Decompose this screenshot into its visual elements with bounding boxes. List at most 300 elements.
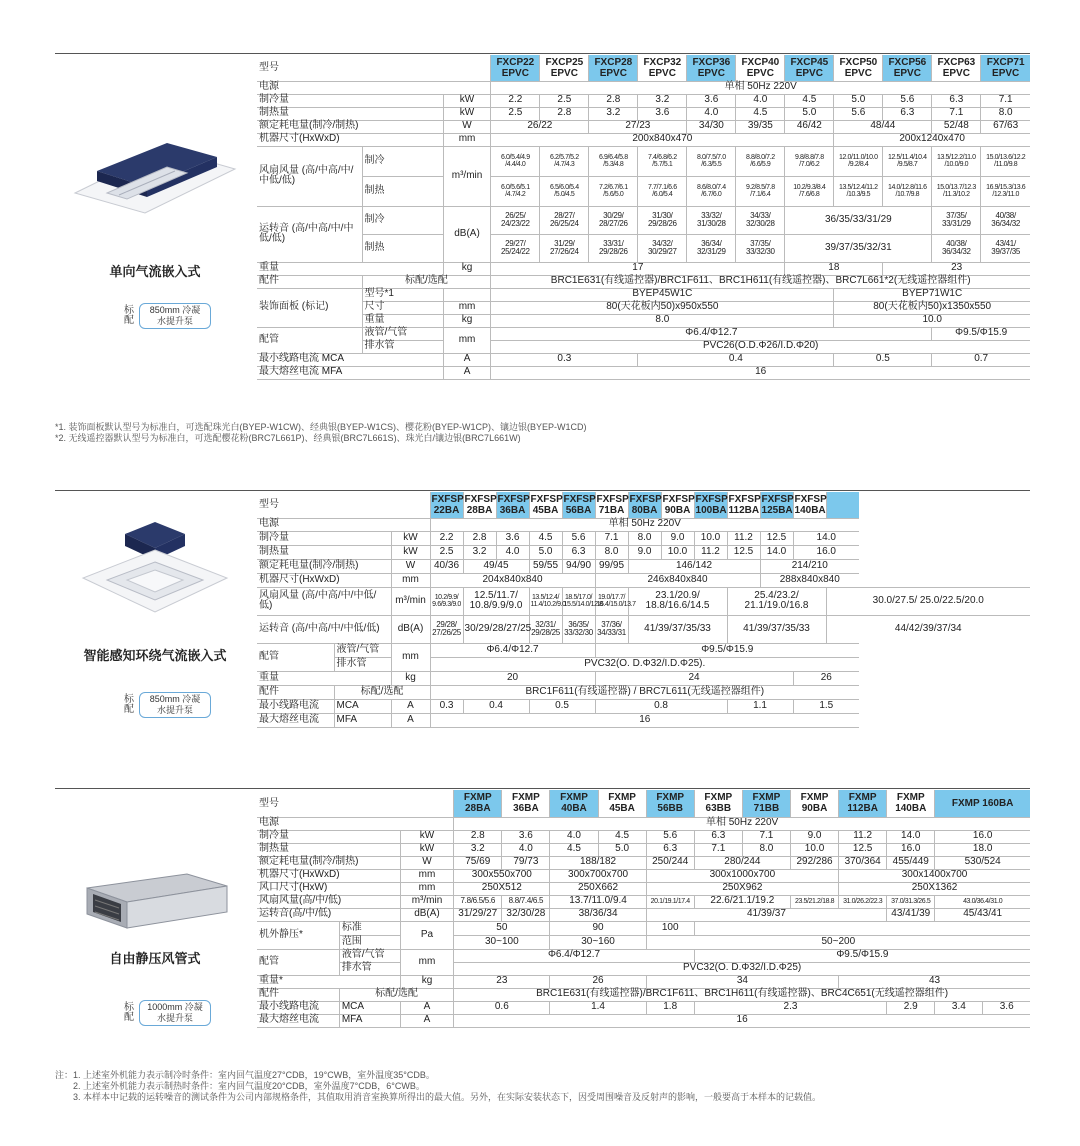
- value-cell: 10.0: [661, 545, 694, 559]
- value-cell: 43.0/36.4/31.0: [935, 895, 1030, 908]
- badge-text: 850mm 冷凝水提升泵: [139, 692, 211, 718]
- row-label: 重量: [257, 671, 391, 685]
- value-cell: 300x1000x700: [646, 869, 838, 882]
- value-cell: 34: [646, 975, 838, 988]
- value-cell: 31/29/ 27/26/24: [540, 234, 589, 262]
- value-cell: 7.2/6.7/6.1 /5.6/5.0: [589, 176, 638, 206]
- row-sublabel: 标配/选配: [339, 988, 453, 1001]
- noise-row: [257, 908, 1030, 921]
- value-cell: 6.5/6.0/5.4 /5.0/4.5: [540, 176, 589, 206]
- unit-cell: m³/min: [391, 587, 430, 615]
- value-cell: Φ9.5/Φ15.9: [595, 643, 859, 657]
- value-cell: 59/55: [529, 559, 562, 573]
- value-cell: 10.0: [790, 843, 838, 856]
- value-cell: 2.2: [491, 94, 540, 107]
- value-cell: 5.0: [785, 107, 834, 120]
- mca-row: [257, 699, 1030, 713]
- value-cell: 10.2/9.3/8.4 /7.6/6.8: [785, 176, 834, 206]
- weight-row: [257, 671, 1030, 685]
- unit-cell: kg: [443, 314, 491, 327]
- row-label: 额定耗电量(制冷/制热): [257, 120, 443, 133]
- value-cell: 10.2/9.9/ 9.6/9.3/9.0: [430, 587, 463, 615]
- row-label: 配管: [257, 643, 334, 671]
- airflow-cool-row: [257, 146, 1030, 176]
- value-cell: 4.0: [736, 94, 785, 107]
- value-cell: 16.0: [935, 830, 1030, 843]
- value-cell: 43/41/39: [887, 908, 935, 921]
- value-cell: 0.5: [529, 699, 595, 713]
- value-cell: 12.0/11.0/10.0 /9.2/8.4: [834, 146, 883, 176]
- value-cell: 52/48: [932, 120, 981, 133]
- value-cell: 11.2: [727, 531, 760, 545]
- value-cell: 2.5: [540, 94, 589, 107]
- product-name: 智能感知环绕气流嵌入式: [83, 648, 227, 663]
- value-cell: 33/32/ 31/30/28: [687, 206, 736, 234]
- value-cell: 37/35/ 33/32/30: [736, 234, 785, 262]
- value-cell: 45/43/41: [935, 908, 1030, 921]
- unit-cell: mm: [400, 869, 453, 882]
- value-cell: 300x700x700: [550, 869, 646, 882]
- consumption-row: [257, 559, 1030, 573]
- round-flow-cassette-image: [67, 520, 242, 615]
- value-cell: 26/25/ 24/23/22: [491, 206, 540, 234]
- value-cell: 12.5: [760, 531, 793, 545]
- unit-cell: mm: [443, 327, 491, 353]
- value-cell: Φ6.4/Φ12.7: [454, 949, 695, 962]
- ducted-unit-image: [67, 866, 242, 936]
- product-name: 单向气流嵌入式: [109, 264, 201, 279]
- value-cell: 16.0: [887, 843, 935, 856]
- value-cell: 6.3: [646, 843, 694, 856]
- value-cell: 7.4/6.8/6.2 /5.7/5.1: [638, 146, 687, 176]
- row-label: 电源: [257, 817, 454, 830]
- model-cell: FXCP56 EPVC: [883, 55, 932, 81]
- value-cell: PVC32(O. D.Φ32/I.D.Φ25): [454, 962, 1030, 975]
- value-cell: 280/244: [694, 856, 790, 869]
- standard-badge: [123, 692, 211, 718]
- value-cell: 2.5: [491, 107, 540, 120]
- value-cell: 250X512: [454, 882, 550, 895]
- model-cell: FXMP 160BA: [935, 790, 1030, 817]
- section-fxmp: [55, 788, 1030, 1063]
- airflow-row: [257, 895, 1030, 908]
- unit-cell: kg: [443, 262, 491, 275]
- value-cell: 370/364: [839, 856, 887, 869]
- value-cell: 4.0: [687, 107, 736, 120]
- value-cell: Φ6.4/Φ12.7: [491, 327, 932, 340]
- row-label: 最小线路电流: [257, 699, 334, 713]
- value-cell: 18.0: [935, 843, 1030, 856]
- value-cell: BYEP71W1C: [834, 288, 1030, 301]
- model-row: [257, 790, 1030, 817]
- weight-row: [257, 975, 1030, 988]
- mfa-row: [257, 1014, 1030, 1027]
- row-label: 运转音(高/中/低): [257, 908, 400, 921]
- row-sublabel: 制冷: [362, 206, 443, 234]
- value-cell: 1.4: [550, 1001, 646, 1014]
- row-label: 配管: [257, 949, 339, 975]
- value-cell: 7.1: [694, 843, 742, 856]
- value-cell: Φ6.4/Φ12.7: [430, 643, 595, 657]
- row-sublabel: MFA: [339, 1014, 400, 1027]
- value-cell: 30~160: [550, 935, 646, 949]
- unit-cell: A: [391, 699, 430, 713]
- row-sublabel: 范围: [339, 935, 400, 949]
- value-cell: 6.0/5.4/4.9 /4.4/4.0: [491, 146, 540, 176]
- value-cell: 44/42/39/37/34: [826, 615, 1030, 643]
- badge-label: 标配: [124, 694, 134, 715]
- model-cell: FXMP 40BA: [550, 790, 598, 817]
- value-cell: 3.6: [502, 830, 550, 843]
- row-label: 重量*: [257, 975, 400, 988]
- piping-drain-row: [257, 657, 1030, 671]
- model-cell: FXFSP 36BA: [496, 492, 529, 518]
- value-cell: 3.6: [687, 94, 736, 107]
- value-cell: 36/35/33/31/29: [785, 206, 932, 234]
- value-cell: 75/69: [454, 856, 502, 869]
- value-cell: 34/30: [687, 120, 736, 133]
- row-sublabel: 制热: [362, 176, 443, 206]
- value-cell: 17: [491, 262, 785, 275]
- unit-cell: kg: [400, 975, 453, 988]
- model-cell: [826, 492, 859, 518]
- value-cell: 14.0: [887, 830, 935, 843]
- value-cell: 2.9: [887, 1001, 935, 1014]
- value-cell: 0.5: [834, 353, 932, 366]
- size-row: [257, 573, 1030, 587]
- model-cell: FXFSP 80BA: [628, 492, 661, 518]
- value-cell: 12.5/11.7/ 10.8/9.9/9.0: [463, 587, 529, 615]
- value-cell: 23: [883, 262, 1030, 275]
- value-cell: 8.6/8.0/7.4 /6.7/6.0: [687, 176, 736, 206]
- row-sublabel: MCA: [339, 1001, 400, 1014]
- value-cell: 11.2: [839, 830, 887, 843]
- row-label: 额定耗电量(制冷/制热): [257, 856, 400, 869]
- value-cell: Φ9.5/Φ15.9: [932, 327, 1030, 340]
- row-label: 重量: [257, 262, 443, 275]
- value-cell: 1.5: [793, 699, 859, 713]
- value-cell: 23: [454, 975, 550, 988]
- row-label: 最小线路电流 MCA: [257, 353, 443, 366]
- row-label: 电源: [257, 81, 491, 94]
- value-cell: 40/38/ 36/34/32: [932, 234, 981, 262]
- value-cell: 79/73: [502, 856, 550, 869]
- value-cell: 25.4/23.2/ 21.1/19.0/16.8: [727, 587, 826, 615]
- value-cell: 11.2: [694, 545, 727, 559]
- heating-row: [257, 545, 1030, 559]
- piping-liquid-row: [257, 949, 1030, 962]
- power-value: 单相 50Hz 220V: [430, 518, 859, 531]
- mca-row: [257, 353, 1030, 366]
- unit-cell: kW: [443, 107, 491, 120]
- size-row: [257, 869, 1030, 882]
- row-label: 风扇风量 (高/中高/中/中低/低): [257, 146, 362, 206]
- unit-cell: mm: [391, 643, 430, 671]
- value-cell: 7.1: [595, 531, 628, 545]
- unit-cell: kW: [391, 545, 430, 559]
- value-cell: 300x1400x700: [839, 869, 1030, 882]
- value-cell: 15.0/13.6/12.2 /11.0/9.8: [981, 146, 1030, 176]
- row-label: 制冷量: [257, 830, 400, 843]
- value-cell: 5.0: [834, 94, 883, 107]
- unit-cell: Pa: [400, 921, 453, 949]
- value-cell: BYEP45W1C: [491, 288, 834, 301]
- value-cell: 36/35/ 33/32/30: [562, 615, 595, 643]
- value-cell: 30~100: [454, 935, 550, 949]
- row-label: 最小线路电流: [257, 1001, 339, 1014]
- unit-cell: kW: [391, 531, 430, 545]
- value-cell: 90: [550, 921, 646, 935]
- value-cell: 214/210: [760, 559, 859, 573]
- value-cell: 100: [646, 921, 694, 935]
- value-cell: 13.5/12.4/11.2 /10.3/9.5: [834, 176, 883, 206]
- value-cell: 4.0: [496, 545, 529, 559]
- badge-label: 标配: [124, 305, 134, 326]
- value-cell: 3.6: [638, 107, 687, 120]
- footnote-line: 2. 上述室外机能力表示制热时条件：室内回气温度20°CDB，室外温度7°CDB，6°CWB。: [73, 1081, 425, 1091]
- row-sublabel: 制热: [362, 234, 443, 262]
- esp-range-row: [257, 935, 1030, 949]
- value-cell: 43: [839, 975, 1030, 988]
- value-cell: 9.0: [790, 830, 838, 843]
- model-cell: FXMP 36BA: [502, 790, 550, 817]
- value-cell: 50~200: [646, 935, 1030, 949]
- unit-cell: m³/min: [400, 895, 453, 908]
- row-label: 运转音 (高/中高/中/中低/低): [257, 206, 362, 262]
- model-cell: FXCP45 EPVC: [785, 55, 834, 81]
- spec-table-fxfsp: [257, 492, 1030, 728]
- value-cell: 6.9/6.4/5.8 /5.3/4.8: [589, 146, 638, 176]
- unit-cell: A: [400, 1001, 453, 1014]
- value-cell: 4.5: [529, 531, 562, 545]
- value-cell: 5.6: [834, 107, 883, 120]
- value-cell: 6.3: [694, 830, 742, 843]
- row-label: 机器尺寸(HxWxD): [257, 573, 391, 587]
- value-cell: 8.0/7.5/7.0 /6.3/5.5: [687, 146, 736, 176]
- spec-table-fxmp: [257, 790, 1030, 1028]
- value-cell: 23.1/20.9/ 18.8/16.6/14.5: [628, 587, 727, 615]
- product-panel: [55, 53, 255, 413]
- mca-row: [257, 1001, 1030, 1014]
- cooling-row: [257, 94, 1030, 107]
- model-cell: FXFSP 45BA: [529, 492, 562, 518]
- cassette-unit-image: [67, 141, 242, 221]
- value-cell: PVC32(O. D.Φ32/I.D.Φ25).: [430, 657, 859, 671]
- value-cell: BRC1E631(有线遥控器)/BRC1F611、BRC1H611(有线遥控器)、BRC7L661*2(无线遥控器组件): [491, 275, 1030, 288]
- value-cell: 7.1: [742, 830, 790, 843]
- value-cell: 31.0/26.2/22.3: [839, 895, 887, 908]
- unit-cell: W: [443, 120, 491, 133]
- value-cell: 14.0/12.8/11.6 /10.7/9.8: [883, 176, 932, 206]
- row-label: 运转音 (高/中高/中/中低/低): [257, 615, 391, 643]
- product-name: 自由静压风管式: [109, 951, 201, 966]
- value-cell: 6.3: [562, 545, 595, 559]
- unit-cell: W: [400, 856, 453, 869]
- standard-badge: [123, 1000, 211, 1026]
- esp-std-row: [257, 921, 1030, 935]
- value-cell: 0.3: [491, 353, 638, 366]
- unit-cell: dB(A): [443, 206, 491, 262]
- value-cell: 18: [785, 262, 883, 275]
- row-sublabel: 标配/选配: [362, 275, 491, 288]
- badge-label: 标配: [124, 1002, 134, 1023]
- value-cell: 8.0: [981, 107, 1030, 120]
- power-value: 单相 50Hz 220V: [454, 817, 1030, 830]
- row-label: 制热量: [257, 545, 391, 559]
- unit-cell: A: [400, 1014, 453, 1027]
- row-sublabel: MFA: [334, 713, 391, 727]
- value-cell: 20.1/19.1/17.4: [646, 895, 694, 908]
- value-cell: 9.2/8.5/7.8 /7.1/6.4: [736, 176, 785, 206]
- piping-drain-row: [257, 340, 1030, 353]
- consumption-row: [257, 120, 1030, 133]
- row-sublabel: 排水管: [339, 962, 400, 975]
- value-cell: 2.8: [454, 830, 502, 843]
- model-cell: FXMP 56BB: [646, 790, 694, 817]
- value-cell: 2.5: [430, 545, 463, 559]
- unit-cell: mm: [443, 301, 491, 314]
- value-cell: 250X662: [550, 882, 646, 895]
- value-cell: 250X1362: [839, 882, 1030, 895]
- row-label: 机器尺寸(HxWxD): [257, 133, 443, 146]
- model-cell: FXMP 140BA: [887, 790, 935, 817]
- value-cell: 8.0: [491, 314, 834, 327]
- row-label: 型号: [259, 62, 279, 74]
- value-cell: 16: [454, 1014, 1030, 1027]
- row-sublabel: 液管/气管: [362, 327, 443, 340]
- value-cell: 188/182: [550, 856, 646, 869]
- value-cell: 288x840x840: [760, 573, 859, 587]
- unit-cell: A: [443, 353, 491, 366]
- value-cell: 10.0: [834, 314, 1030, 327]
- value-cell: 8.0: [628, 531, 661, 545]
- row-label: 最大熔丝电流 MFA: [257, 366, 443, 379]
- badge-text: 1000mm 冷凝水提升泵: [139, 1000, 211, 1026]
- value-cell: BRC1F611(有线遥控器) / BRC7L611(无线遥控器组件): [430, 685, 859, 699]
- panel-model-row: [257, 288, 1030, 301]
- footnote-line: 3. 本样本中记载的运转噪音的测试条件为公司内部规格条件，其值取用消音室换算所得出的最大值。另外，在实际安装状态下，因受周围噪音及反射声的影响，一般要高于本样本的记载值。: [73, 1092, 822, 1102]
- note-line: *1. 装饰面板默认型号为标准白，可选配珠光白(BYEP-W1CW)、经典银(BYEP-W1CS)、樱花粉(BYEP-W1CP)、镶边银(BYEP-W1CD): [55, 422, 587, 432]
- value-cell: 4.5: [785, 94, 834, 107]
- model-cell: FXFSP 90BA: [661, 492, 694, 518]
- value-cell: 2.8: [463, 531, 496, 545]
- row-label: 机外静压*: [257, 921, 339, 949]
- unit-cell: m³/min: [443, 146, 491, 206]
- noise-row: [257, 615, 1030, 643]
- consumption-row: [257, 856, 1030, 869]
- power-row: [257, 518, 1030, 531]
- value-cell: 40/36: [430, 559, 463, 573]
- value-cell: 12.5/11.4/10.4 /9.5/8.7: [883, 146, 932, 176]
- value-cell: 2.2: [430, 531, 463, 545]
- value-cell: 5.0: [598, 843, 646, 856]
- value-cell: 5.6: [646, 830, 694, 843]
- model-cell: FXCP50 EPVC: [834, 55, 883, 81]
- piping-drain-row: [257, 962, 1030, 975]
- value-cell: 50: [454, 921, 550, 935]
- model-cell: FXCP36 EPVC: [687, 55, 736, 81]
- value-cell: 0.6: [454, 1001, 550, 1014]
- value-cell: 12.5: [727, 545, 760, 559]
- value-cell: 4.5: [736, 107, 785, 120]
- value-cell: 39/35: [736, 120, 785, 133]
- value-cell: 16: [430, 713, 859, 727]
- footnote-line: 注：1. 上述室外机能力表示制冷时条件：室内回气温度27°CDB，19°CWB，室外温度35°CDB。: [55, 1070, 435, 1080]
- value-cell: BRC1E631(有线遥控器)/BRC1F611、BRC1H611(有线遥控器)、BRC4C651(无线遥控器组件): [454, 988, 1030, 1001]
- row-label: 风扇风量 (高/中高/中/中低/低): [257, 587, 391, 615]
- model-cell: FXMP 112BA: [839, 790, 887, 817]
- accessory-row: [257, 988, 1030, 1001]
- unit-cell: [443, 288, 491, 301]
- value-cell: 146/142: [628, 559, 760, 573]
- value-cell: 37.0/31.3/26.5: [887, 895, 935, 908]
- value-cell: 13.5/12.2/11.0 /10.0/9.0: [932, 146, 981, 176]
- value-cell: 300x550x700: [454, 869, 550, 882]
- value-cell: 41/39/37: [646, 908, 887, 921]
- model-cell: FXCP63 EPVC: [932, 55, 981, 81]
- model-cell: FXFSP 100BA: [694, 492, 727, 518]
- outlet-row: [257, 882, 1030, 895]
- unit-cell: mm: [443, 133, 491, 146]
- value-cell: 7.8/6.5/5.6: [454, 895, 502, 908]
- cooling-row: [257, 830, 1030, 843]
- value-cell: 46/42: [785, 120, 834, 133]
- value-cell: 0.3: [430, 699, 463, 713]
- row-label: 额定耗电量(制冷/制热): [257, 559, 391, 573]
- value-cell: 6.2/5.7/5.2 /4.7/4.3: [540, 146, 589, 176]
- value-cell: 7.7/7.1/6.6 /6.0/5.4: [638, 176, 687, 206]
- model-cell: FXCP71 EPVC: [981, 55, 1030, 81]
- value-cell: 8.8/8.0/7.2 /6.6/5.9: [736, 146, 785, 176]
- row-label: 配管: [257, 327, 362, 353]
- unit-cell: kg: [391, 671, 430, 685]
- value-cell: 5.6: [562, 531, 595, 545]
- noise-cool-row: [257, 206, 1030, 234]
- value-cell: 3.4: [935, 1001, 983, 1014]
- value-cell: 200x840x470: [491, 133, 834, 146]
- model-cell: FXFSP 112BA: [727, 492, 760, 518]
- row-sublabel: MCA: [334, 699, 391, 713]
- value-cell: 0.4: [463, 699, 529, 713]
- piping-liquid-row: [257, 643, 1030, 657]
- value-cell: 16.9/15.3/13.6 /12.3/11.0: [981, 176, 1030, 206]
- value-cell: 5.6: [883, 94, 932, 107]
- model-cell: FXCP22 EPVC: [491, 55, 540, 81]
- value-cell: 32/31/ 29/28/25: [529, 615, 562, 643]
- panel-weight-row: [257, 314, 1030, 327]
- value-cell: 2.8: [589, 94, 638, 107]
- model-cell: FXFSP 28BA: [463, 492, 496, 518]
- value-cell: 246x840x840: [595, 573, 760, 587]
- row-label: 型号: [259, 797, 279, 809]
- value-cell: 2.3: [694, 1001, 886, 1014]
- model-cell: FXFSP 125BA: [760, 492, 793, 518]
- value-cell: 28/27/ 26/25/24: [540, 206, 589, 234]
- unit-cell: mm: [400, 949, 453, 975]
- row-label: 电源: [257, 518, 430, 531]
- unit-cell: mm: [400, 882, 453, 895]
- size-row: [257, 133, 1030, 146]
- row-label: 制冷量: [257, 94, 443, 107]
- footnotes: [55, 1070, 821, 1103]
- value-cell: Φ9.5/Φ15.9: [694, 949, 1030, 962]
- unit-cell: kW: [400, 843, 453, 856]
- value-cell: 4.5: [598, 830, 646, 843]
- value-cell: 29/28/ 27/26/25: [430, 615, 463, 643]
- value-cell: 0.7: [932, 353, 1030, 366]
- row-label: 配件: [257, 275, 362, 288]
- value-cell: 13.7/11.0/9.4: [550, 895, 646, 908]
